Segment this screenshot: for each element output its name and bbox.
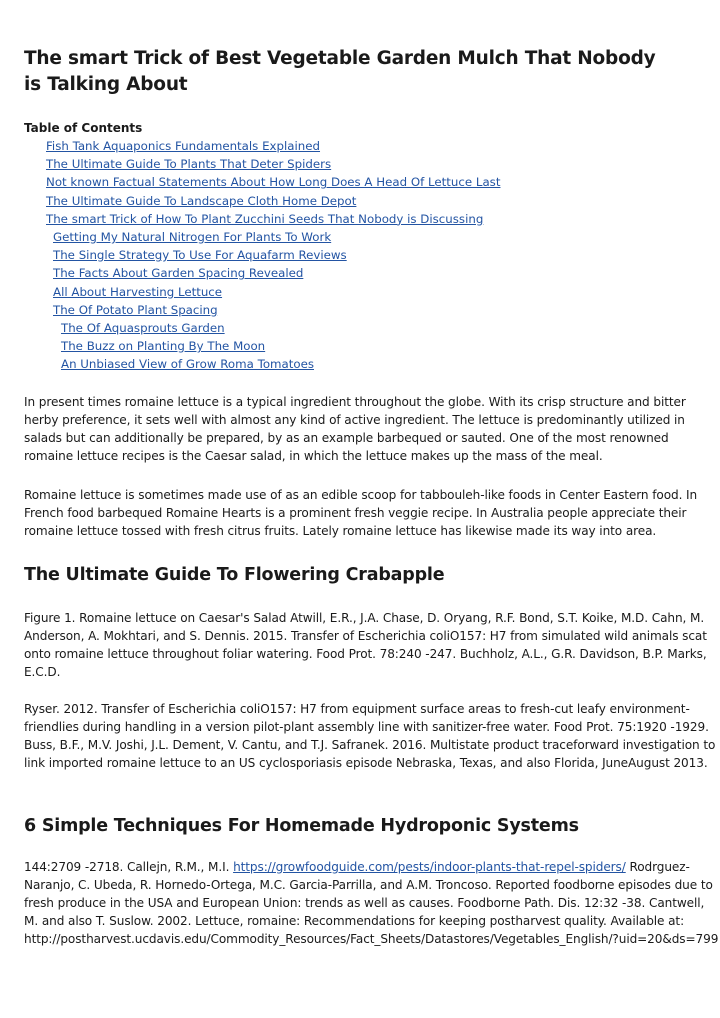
- toc-link-aquafarm-reviews[interactable]: The Single Strategy To Use For Aquafarm Reviews: [53, 248, 347, 263]
- toc-link-planting-by-moon[interactable]: The Buzz on Planting By The Moon: [61, 339, 266, 354]
- paragraph-ryser-references: Ryser. 2012. Transfer of Escherichia coliO157: H7 from equipment surface areas to fresh-cut leafy environment-friendlies during handling in a version pilot-plant assembly line with sanitizer-free water. Food Prot. 75:1920 -1929. Buss, B.F., M.V. Joshi, J.L. Dement, V. Cantu, and T.J. Safranek. 2016. Multistate product traceforward investigation to link imported romaine lettuce to an US cyclosporiasis episode Nebraska, Texas, and also Florida, JuneAugust 2013.: [24, 702, 716, 771]
- toc-item: [24, 356, 500, 374]
- table-of-contents: [24, 138, 500, 374]
- toc-link-aquasprouts-garden[interactable]: The Of Aquasprouts Garden: [61, 320, 225, 335]
- toc-item: [24, 247, 500, 265]
- section-heading-flowering-crabapple: The Ultimate Guide To Flowering Crabapple: [24, 565, 445, 585]
- toc-link-fish-tank-aquaponics[interactable]: Fish Tank Aquaponics Fundamentals Explained: [46, 139, 321, 153]
- toc-item: [24, 284, 500, 302]
- toc-link-garden-spacing[interactable]: The Facts About Garden Spacing Revealed: [53, 266, 304, 281]
- section-heading-hydroponic-systems: 6 Simple Techniques For Homemade Hydroponic Systems: [24, 816, 579, 836]
- paragraph-romaine-uses: Romaine lettuce is sometimes made use of as an edible scoop for tabbouleh-like foods in Center Eastern food. In French food barbequed Romaine Hearts is a prominent fresh veggie recipe. In Australia people appreciate their romaine lettuce tossed with fresh citrus fruits. Lately romaine lettuce has likewise made its way into area.: [24, 488, 698, 539]
- toc-heading: Table of Contents: [24, 121, 143, 135]
- growfoodguide-link[interactable]: https://growfoodguide.com/pests/indoor-plants-that-repel-spiders/: [233, 860, 626, 874]
- toc-link-plants-deter-spiders[interactable]: The Ultimate Guide To Plants That Deter Spiders: [46, 157, 332, 172]
- toc-item: [24, 302, 500, 320]
- toc-link-landscape-cloth[interactable]: The Ultimate Guide To Landscape Cloth Home Depot: [46, 193, 357, 208]
- toc-item: [24, 229, 500, 247]
- toc-item: [24, 338, 500, 356]
- toc-link-head-of-lettuce[interactable]: Not known Factual Statements About How Long Does A Head Of Lettuce Last: [46, 175, 501, 190]
- reference-text: 144:2709 -2718. Callejn, R.M., M.I.: [24, 860, 234, 874]
- toc-link-grow-roma-tomatoes[interactable]: An Unbiased View of Grow Roma Tomatoes: [61, 357, 314, 372]
- toc-link-plant-zucchini-seeds[interactable]: The smart Trick of How To Plant Zucchini Seeds That Nobody is Discussing: [46, 211, 484, 226]
- toc-item: [24, 138, 500, 156]
- paragraph-callejon-references: [24, 858, 720, 948]
- page-title: The smart Trick of Best Vegetable Garden Mulch That Nobody is Talking About: [24, 48, 656, 95]
- reference-text: Rodrguez-Naranjo, C. Ubeda, R. Hornedo-Ortega, M.C. Garcia-Parrilla, and A.M. Troncoso. Reported foodborne episodes due to fresh produce in the USA and European Union: trends as well as causes. Foodborne Path. Dis. 12:32 -38. Cantwell, M. and also T. Suslow. 2002. Lettuce, romaine: Recommendations for keeping postharvest quality. Available at:: [24, 860, 713, 929]
- toc-item: [24, 320, 500, 338]
- toc-link-potato-plant-spacing[interactable]: The Of Potato Plant Spacing: [53, 302, 218, 317]
- paragraph-romaine-intro: In present times romaine lettuce is a typical ingredient throughout the globe. With its crisp structure and bitter herby preference, it sets well with almost any kind of active ingredient. The lettuce is predominantly utilized in salads but can additionally be prepared, by as an example barbequed or sauted. One of the most renowned romaine lettuce recipes is the Caesar salad, in which the lettuce makes up the mass of the meal.: [24, 395, 686, 464]
- paragraph-figure-references: Figure 1. Romaine lettuce on Caesar's Salad Atwill, E.R., J.A. Chase, D. Oryang, R.F. Bond, S.T. Koike, M.D. Cahn, M. Anderson, A. Mokhtari, and S. Dennis. 2015. Transfer of Escherichia coliO157: H7 from simulated wild animals scat onto romaine lettuce throughout foliar watering. Food Prot. 78:240 -247. Buchholz, A.L., G.R. Davidson, B.P. Marks, E.C.D.: [24, 611, 707, 680]
- toc-item: [24, 156, 500, 174]
- toc-item: [24, 211, 500, 229]
- toc-item: [24, 265, 500, 283]
- toc-item: [24, 193, 500, 211]
- toc-item: [24, 174, 500, 192]
- toc-link-natural-nitrogen[interactable]: Getting My Natural Nitrogen For Plants To Work: [53, 229, 332, 244]
- toc-link-harvesting-lettuce[interactable]: All About Harvesting Lettuce: [53, 284, 223, 299]
- postharvest-url-text: http://postharvest.ucdavis.edu/Commodity_Resources/Fact_Sheets/Datastores/Vegetables_English/?uid=20&ds=799: [24, 932, 719, 947]
